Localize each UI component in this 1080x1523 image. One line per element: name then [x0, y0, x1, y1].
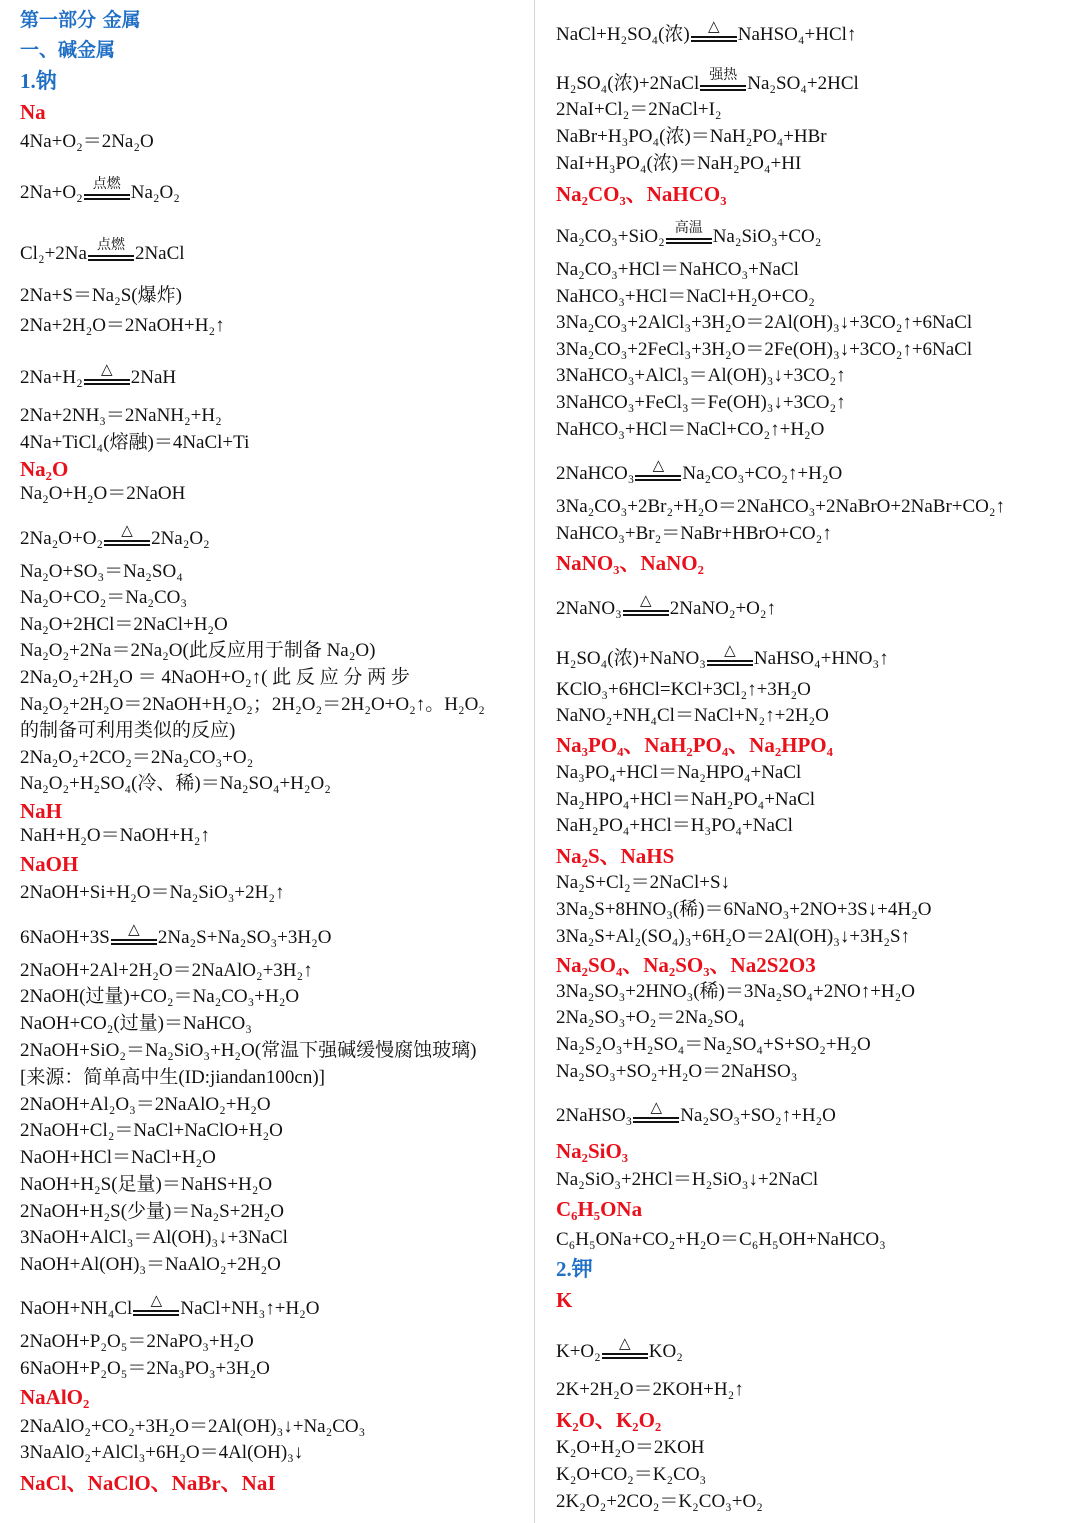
reaction-condition-sign — [700, 67, 746, 96]
compound-heading: NaOH — [20, 852, 79, 876]
conditional-equation — [556, 591, 777, 621]
equation-line: Na₂S+Cl₂＝2NaCl+S↓ — [556, 872, 731, 893]
condition-label: △ — [150, 1291, 163, 1309]
equation-line: 2NaOH+P₂O₅＝2NaPO₃+H₂O — [20, 1331, 254, 1352]
products: Na₂SiO₃+CO₂ — [712, 226, 822, 247]
equation-line: NaOH+H₂S(足量)＝NaHS+H₂O — [20, 1174, 273, 1195]
conditional-equation — [556, 456, 843, 486]
equation-line: 2NaAlO₂+CO₂+3H₂O＝2Al(OH)₃↓+Na₂CO₃ — [20, 1416, 366, 1437]
equation-line: 2NaOH+Si+H₂O＝Na₂SiO₃+2H₂↑ — [20, 882, 285, 903]
conditional-equation — [20, 1291, 320, 1321]
reaction-condition-sign — [707, 641, 753, 671]
reactants: 2NaHCO₃ — [556, 463, 635, 484]
equation-line: 2NaOH+Cl₂＝NaCl+NaClO+H₂O — [20, 1120, 283, 1141]
products: NaCl+NH₃↑+H₂O — [180, 1298, 320, 1319]
conditional-equation — [556, 67, 859, 96]
condition-label: △ — [650, 1098, 663, 1116]
compound-heading: Na₂CO₃、NaHCO₃ — [556, 182, 727, 206]
element-heading: 2.钾 — [556, 1257, 593, 1281]
equation-line: Na₃PO₄+HCl＝Na₂HPO₄+NaCl — [556, 762, 802, 783]
conditional-equation — [556, 1334, 683, 1364]
equation-line: 2Na₂O₂+2H₂O ＝ 4NaOH+O₂↑( 此 反 应 分 两 步 — [20, 667, 410, 688]
equation-line: K₂O+H₂O＝2KOH — [556, 1437, 705, 1458]
equation-line: Na₂O₂+2Na＝2Na₂O(此反应用于制备 Na₂O) — [20, 640, 376, 661]
compound-heading: NaCl、NaClO、NaBr、NaI — [20, 1471, 276, 1495]
condition-label: △ — [619, 1334, 631, 1352]
products: NaHSO₄+HCl↑ — [737, 24, 857, 45]
equation-line: Na₂O+CO₂＝Na₂CO₃ — [20, 587, 188, 608]
equation-line: NaH₂PO₄+HCl＝H₃PO₄+NaCl — [556, 815, 793, 836]
equation-line: 2K+2H₂O＝2KOH+H₂↑ — [556, 1379, 744, 1400]
equation-line: Na₂O+H₂O＝2NaOH — [20, 483, 186, 504]
equation-line: Na₂O₂+H₂SO₄(冷、稀)＝Na₂SO₄+H₂O₂ — [20, 773, 331, 794]
equation-line: NaOH+HCl＝NaCl+H₂O — [20, 1147, 216, 1168]
products: Na₂SO₄+2HCl — [747, 73, 859, 94]
equation-line: 3NaHCO₃+AlCl₃＝Al(OH)₃↓+3CO₂↑ — [556, 365, 846, 386]
compound-heading: Na₂O — [20, 457, 69, 481]
condition-label: 点燃 — [96, 237, 125, 253]
equation-line: 3Na₂SO₃+2HNO₃(稀)＝3Na₂SO₄+2NO↑+H₂O — [556, 981, 915, 1002]
conditional-equation — [556, 220, 822, 249]
equation-line: 2Na+2NH₃＝2NaNH₂+H₂ — [20, 405, 222, 426]
compound-heading: Na₃PO₄、NaH₂PO₄、Na₂HPO₄ — [556, 733, 833, 757]
equation-line: 2Na+S＝Na₂S(爆炸) — [20, 285, 182, 306]
reactants: H₂SO₄(浓)+2NaCl — [556, 73, 700, 94]
equation-line: Na₂O₂+2H₂O＝2NaOH+H₂O₂；2H₂O₂＝2H₂O+O₂↑。H₂O₂ — [20, 694, 485, 715]
equation-line: NaOH+CO₂(过量)＝NaHCO₃ — [20, 1013, 252, 1034]
reaction-condition-sign — [602, 1334, 648, 1364]
conditional-equation — [20, 920, 332, 950]
compound-heading: Na₂SiO₃ — [556, 1139, 629, 1163]
equation-line: 4Na+O₂＝2Na₂O — [20, 131, 154, 152]
equation-line: 3Na₂S+Al₂(SO₄)₃+6H₂O＝2Al(OH)₃↓+3H₂S↑ — [556, 926, 911, 947]
reactants: NaCl+H₂SO₄(浓) — [556, 24, 690, 45]
equation-line: C₆H₅ONa+CO₂+H₂O＝C₆H₅OH+NaHCO₃ — [556, 1229, 886, 1250]
reactants: Cl₂+2Na — [20, 243, 87, 264]
reactants: 2NaHSO₃ — [556, 1105, 633, 1126]
condition-label: 点燃 — [92, 176, 121, 192]
equation-line: 3NaOH+AlCl₃＝Al(OH)₃↓+3NaCl — [20, 1227, 288, 1248]
reactants: K+O₂ — [556, 1341, 601, 1362]
element-heading: 1.钠 — [20, 69, 57, 93]
reactants: NaOH+NH₄Cl — [20, 1298, 133, 1319]
equation-line: NaOH+Al(OH)₃＝NaAlO₂+2H₂O — [20, 1254, 281, 1275]
equation-line: 6NaOH+P₂O₅＝2Na₃PO₃+3H₂O — [20, 1358, 270, 1379]
equation-line: [来源：简单高中生(ID:jiandan100cn)] — [20, 1067, 325, 1088]
equation-line: NaHCO₃+HCl＝NaCl+H₂O+CO₂ — [556, 286, 815, 307]
condition-label: 高温 — [674, 220, 703, 236]
equation-line: Na₂O+2HCl＝2NaCl+H₂O — [20, 614, 228, 635]
compound-heading: Na₂SO₄、Na₂SO₃、Na2S2O3 — [556, 953, 816, 977]
condition-label: △ — [100, 360, 113, 378]
products: Na₂O₂ — [130, 182, 180, 203]
equation-line: 4Na+TiCl₄(熔融)＝4NaCl+Ti — [20, 432, 250, 453]
part-title: 第一部分 金属 — [20, 9, 141, 31]
equation-line: NaI+H₃PO₄(浓)＝NaH₂PO₄+HI — [556, 153, 802, 174]
products: KO₂ — [648, 1341, 683, 1362]
reaction-condition-sign — [633, 1098, 679, 1128]
equation-line: 2NaI+Cl₂＝2NaCl+I₂ — [556, 99, 722, 120]
reaction-condition-sign — [111, 920, 157, 950]
reaction-condition-sign — [133, 1291, 179, 1321]
condition-label: △ — [128, 920, 140, 938]
compound-heading: C₆H₅ONa — [556, 1197, 643, 1221]
compound-heading: K — [556, 1288, 573, 1312]
reaction-condition-sign — [84, 360, 130, 390]
condition-label: △ — [639, 591, 652, 609]
equation-line: 的制备可利用类似的反应) — [20, 720, 236, 741]
condition-label: △ — [724, 641, 736, 659]
equation-line: 3NaAlO₂+AlCl₃+6H₂O＝4Al(OH)₃↓ — [20, 1442, 304, 1463]
equation-line: NaH+H₂O＝NaOH+H₂↑ — [20, 825, 210, 846]
equation-line: Na₂SO₃+SO₂+H₂O＝2NaHSO₃ — [556, 1061, 798, 1082]
compound-heading: NaAlO₂ — [20, 1385, 90, 1409]
products: 2NaCl — [134, 243, 185, 264]
condition-label: △ — [652, 456, 665, 474]
conditional-equation — [556, 1098, 836, 1128]
column-divider — [534, 0, 535, 1523]
equation-line: NaBr+H₃PO₄(浓)＝NaH₂PO₄+HBr — [556, 126, 827, 147]
equation-line: 2NaOH+Al₂O₃＝2NaAlO₂+H₂O — [20, 1094, 271, 1115]
compound-heading: NaH — [20, 799, 62, 823]
equation-line: Na₂S₂O₃+H₂SO₄＝Na₂SO₄+S+SO₂+H₂O — [556, 1034, 871, 1055]
equation-line: Na₂CO₃+HCl＝NaHCO₃+NaCl — [556, 259, 799, 280]
equation-line: Na₂SiO₃+2HCl＝H₂SiO₃↓+2NaCl — [556, 1169, 819, 1190]
equation-line: Na₂HPO₄+HCl＝NaH₂PO₄+NaCl — [556, 789, 816, 810]
equation-line: KClO₃+6HCl=KCl+3Cl₂↑+3H₂O — [556, 679, 811, 700]
equation-line: K₂O+CO₂＝K₂CO₃ — [556, 1464, 707, 1485]
products: 2NaH — [130, 367, 177, 388]
equation-line: 2Na₂SO₃+O₂＝2Na₂SO₄ — [556, 1007, 745, 1028]
equation-line: 2K₂O₂+2CO₂＝K₂CO₃+O₂ — [556, 1491, 763, 1512]
reaction-condition-sign — [84, 176, 130, 205]
equation-line: NaHCO₃+Br₂＝NaBr+HBrO+CO₂↑ — [556, 523, 832, 544]
equation-line: 2NaOH+SiO₂＝Na₂SiO₃+H₂O(常温下强碱缓慢腐蚀玻璃) — [20, 1040, 477, 1061]
equation-line: Na₂O+SO₃＝Na₂SO₄ — [20, 561, 183, 582]
equation-line: 2NaOH+2Al+2H₂O＝2NaAlO₂+3H₂↑ — [20, 960, 313, 981]
compound-heading: K₂O、K₂O₂ — [556, 1408, 662, 1432]
compound-heading: NaNO₃、NaNO₂ — [556, 551, 704, 575]
reactants: 2Na₂O+O₂ — [20, 528, 104, 549]
reaction-condition-sign — [635, 456, 681, 486]
equation-line: 3Na₂CO₃+2AlCl₃+3H₂O＝2Al(OH)₃↓+3CO₂↑+6NaCl — [556, 312, 973, 333]
reactants: 2Na+O₂ — [20, 182, 83, 203]
conditional-equation — [20, 237, 185, 266]
conditional-equation — [20, 176, 180, 205]
equation-line: 3NaHCO₃+FeCl₃＝Fe(OH)₃↓+3CO₂↑ — [556, 392, 846, 413]
equation-line: NaHCO₃+HCl＝NaCl+CO₂↑+H₂O — [556, 419, 825, 440]
conditional-equation — [20, 360, 177, 390]
reaction-condition-sign — [88, 237, 134, 266]
condition-label: 强热 — [709, 67, 738, 83]
reactants: H₂SO₄(浓)+NaNO₃ — [556, 648, 706, 669]
conditional-equation — [20, 521, 210, 551]
equation-line: 2Na₂O₂+2CO₂＝2Na₂CO₃+O₂ — [20, 747, 254, 768]
equation-line: 3Na₂CO₃+2Br₂+H₂O＝2NaHCO₃+2NaBrO+2NaBr+CO₂↑ — [556, 496, 1006, 517]
reaction-condition-sign — [104, 521, 150, 551]
conditional-equation — [556, 641, 889, 671]
conditional-equation — [556, 17, 857, 47]
chapter-title: 一、碱金属 — [20, 39, 116, 61]
condition-label: △ — [121, 521, 133, 539]
condition-label: △ — [707, 17, 720, 35]
products: Na₂CO₃+CO₂↑+H₂O — [682, 463, 843, 484]
equation-line: 2NaOH+H₂S(少量)＝Na₂S+2H₂O — [20, 1201, 285, 1222]
products: 2Na₂S+Na₂SO₃+3H₂O — [157, 927, 332, 948]
products: 2Na₂O₂ — [151, 528, 210, 549]
products: Na₂SO₃+SO₂↑+H₂O — [680, 1105, 836, 1126]
reactants: Na₂CO₃+SiO₂ — [556, 226, 665, 247]
reactants: 6NaOH+3S — [20, 927, 110, 948]
equation-line: 3Na₂S+8HNO₃(稀)＝6NaNO₃+2NO+3S↓+4H₂O — [556, 899, 932, 920]
compound-heading: Na₂S、NaHS — [556, 844, 675, 868]
reaction-condition-sign — [623, 591, 669, 621]
reactants: 2NaNO₃ — [556, 598, 622, 619]
products: 2NaNO₂+O₂↑ — [669, 598, 777, 619]
reactants: 2Na+H₂ — [20, 367, 83, 388]
reaction-condition-sign — [691, 17, 737, 47]
equation-line: 2NaOH(过量)+CO₂＝Na₂CO₃+H₂O — [20, 986, 300, 1007]
reaction-condition-sign — [666, 220, 712, 249]
equation-line: 3Na₂CO₃+2FeCl₃+3H₂O＝2Fe(OH)₃↓+3CO₂↑+6NaCl — [556, 339, 973, 360]
compound-heading: Na — [20, 100, 46, 124]
products: NaHSO₄+HNO₃↑ — [753, 648, 889, 669]
equation-line: NaNO₂+NH₄Cl＝NaCl+N₂↑+2H₂O — [556, 705, 829, 726]
equation-line: 2Na+2H₂O＝2NaOH+H₂↑ — [20, 315, 225, 336]
